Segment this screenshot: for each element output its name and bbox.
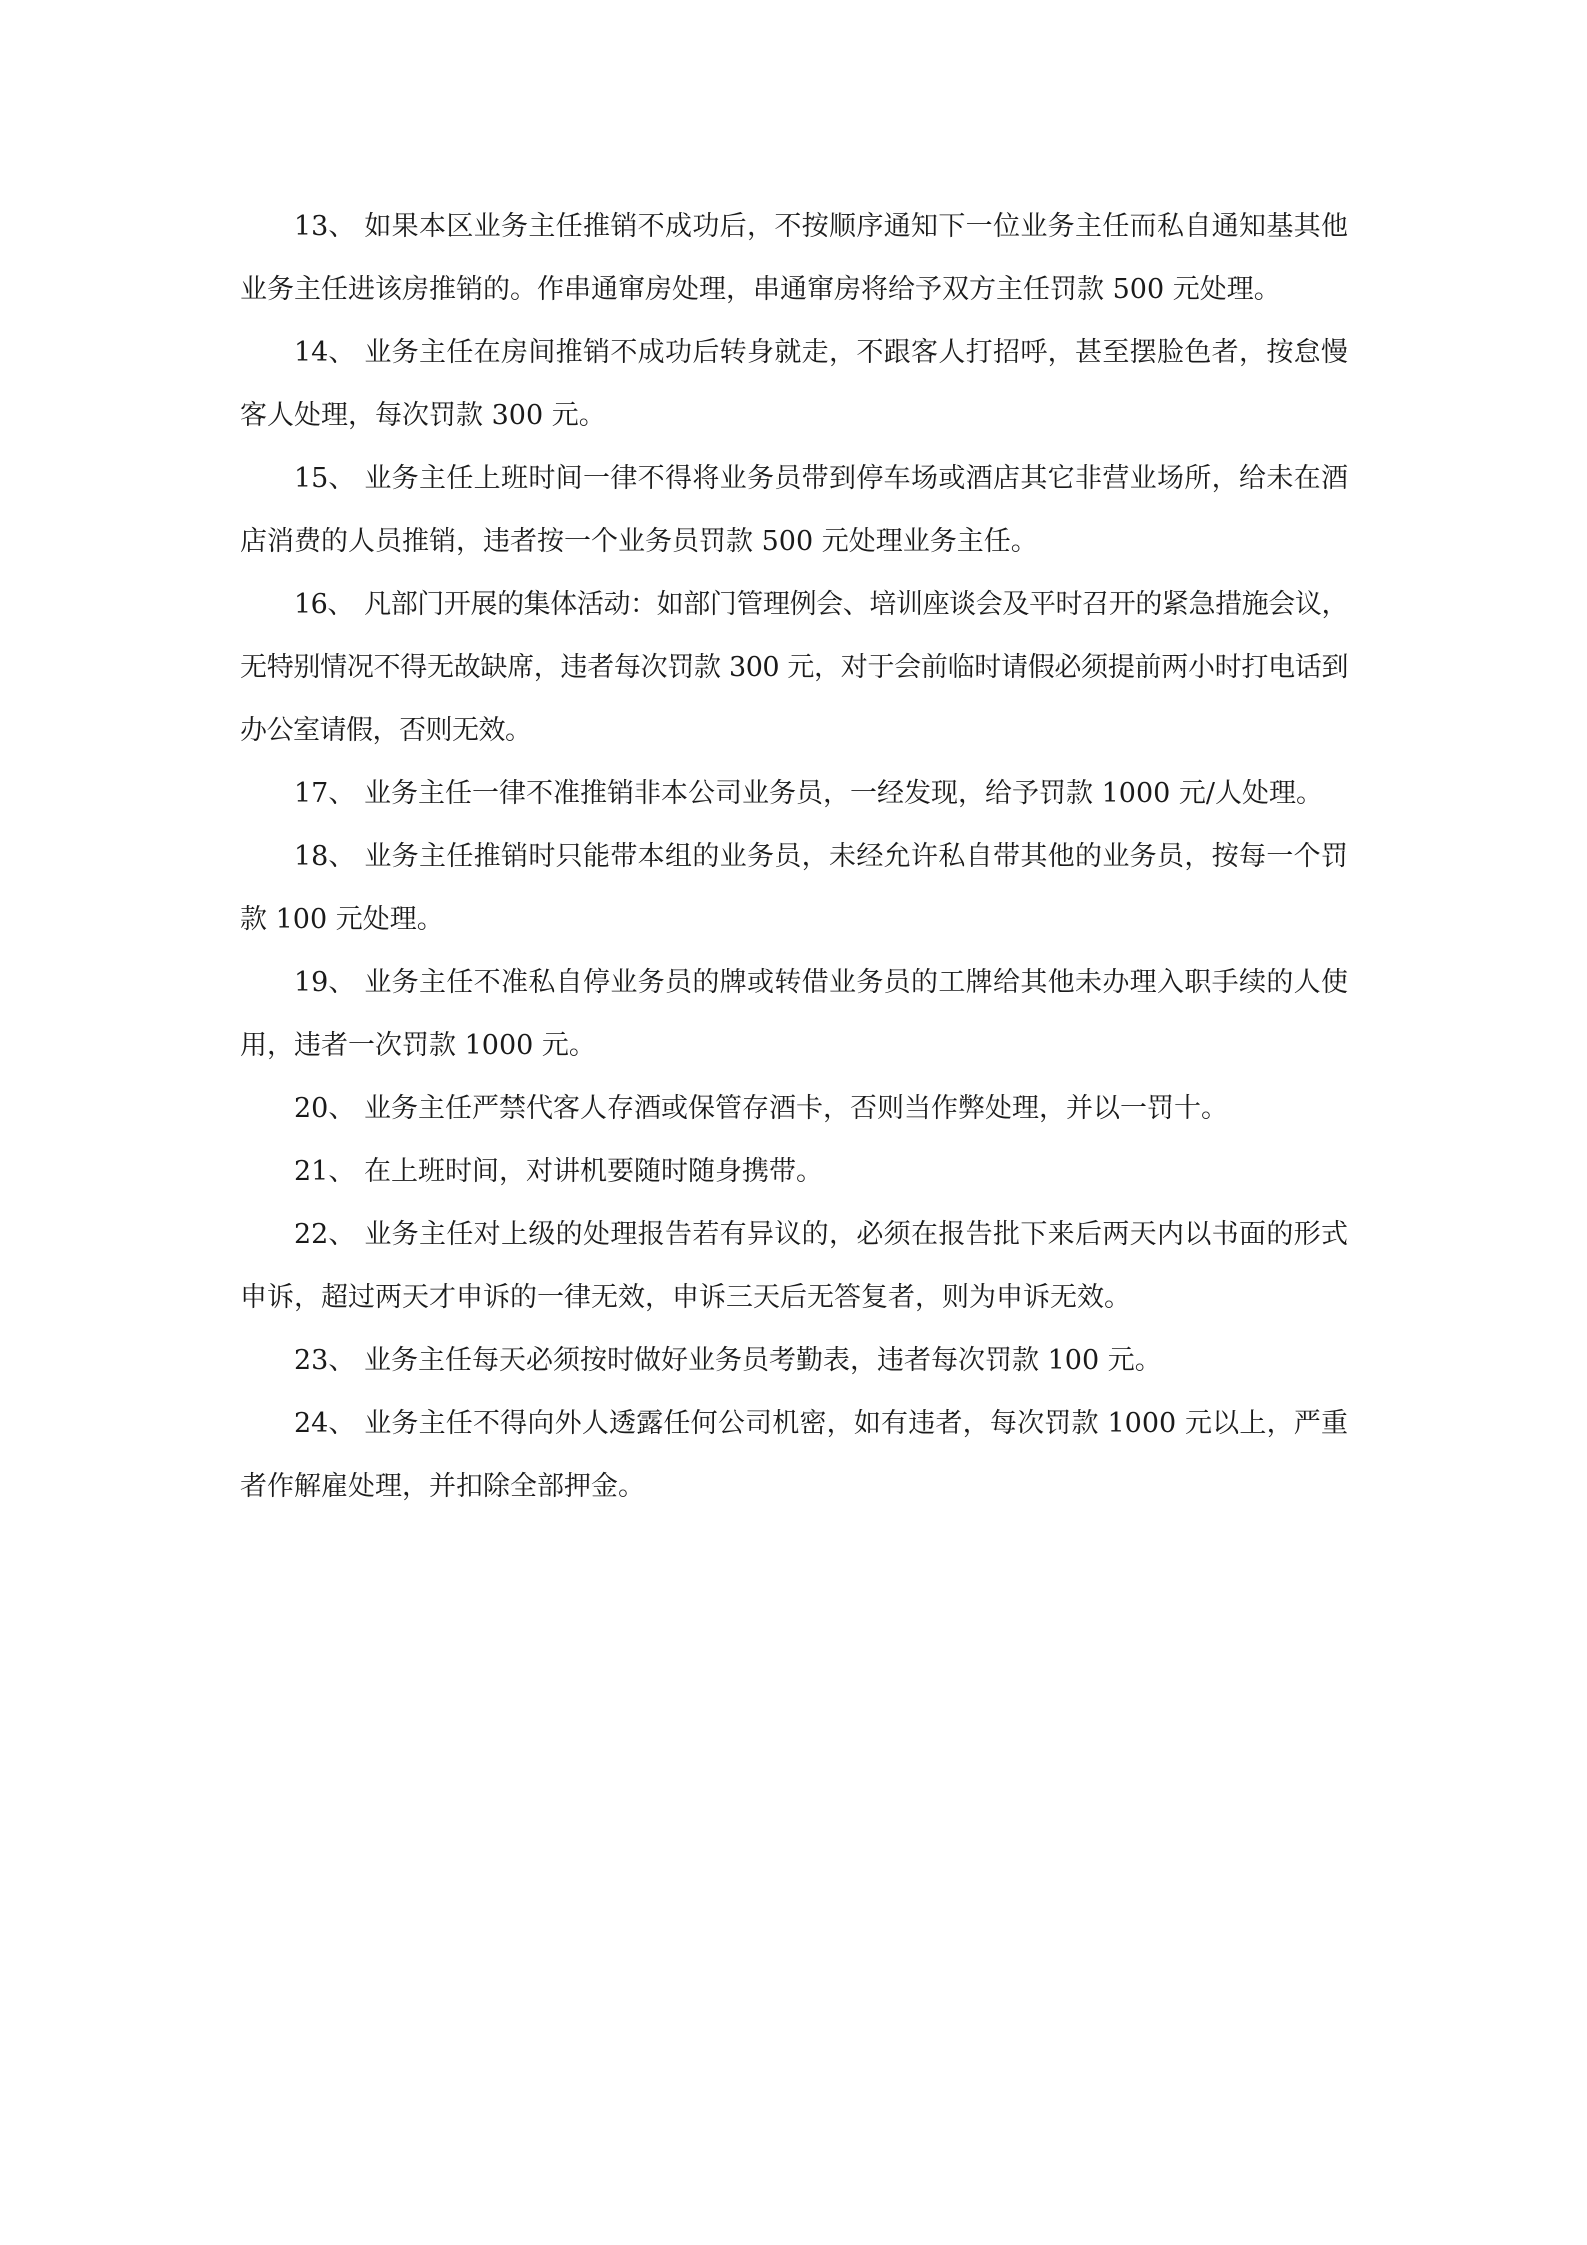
rule-paragraph-20: [240, 1077, 1348, 1140]
rule-number: 20、: [294, 1093, 356, 1124]
rule-text: 业务主任对上级的处理报告若有异议的，必须在报告批下来后两天内以书面的形式申诉，超过两天才申诉的一律无效，申诉三天后无答复者，则为申诉无效。: [240, 1219, 1348, 1313]
rule-text: 业务主任在房间推销不成功后转身就走，不跟客人打招呼，甚至摆脸色者，按怠慢客人处理，每次罚款 300 元。: [240, 337, 1348, 431]
rule-text: 业务主任推销时只能带本组的业务员，未经允许私自带其他的业务员，按每一个罚款 100 元处理。: [240, 841, 1348, 935]
rule-text: 凡部门开展的集体活动：如部门管理例会、培训座谈会及平时召开的紧急措施会议，无特别情况不得无故缺席，违者每次罚款 300 元，对于会前临时请假必须提前两小时打电话到办公室请假，否则无效。: [240, 589, 1348, 746]
rule-paragraph-13: [240, 195, 1348, 321]
rule-paragraph-19: [240, 951, 1348, 1077]
rule-number: 16、: [294, 589, 354, 620]
rule-paragraph-18: [240, 825, 1348, 951]
rule-number: 17、: [294, 778, 356, 809]
rule-paragraph-23: [240, 1329, 1348, 1392]
rule-text: 如果本区业务主任推销不成功后，不按顺序通知下一位业务主任而私自通知基其他业务主任进该房推销的。作串通窜房处理，串通窜房将给予双方主任罚款 500 元处理。: [240, 211, 1348, 305]
rule-number: 18、: [294, 841, 356, 872]
rule-paragraph-21: [240, 1140, 1348, 1203]
rule-paragraph-17: [240, 762, 1348, 825]
rule-paragraph-15: [240, 447, 1348, 573]
rule-paragraph-24: [240, 1392, 1348, 1518]
rule-number: 24、: [294, 1408, 356, 1439]
rule-text: 业务主任严禁代客人存酒或保管存酒卡，否则当作弊处理，并以一罚十。: [364, 1093, 1228, 1124]
rule-paragraph-14: [240, 321, 1348, 447]
rule-text: 在上班时间，对讲机要随时随身携带。: [364, 1156, 823, 1187]
rule-paragraph-16: [240, 573, 1348, 762]
rule-number: 13、: [294, 211, 356, 242]
rule-text: 业务主任不准私自停业务员的牌或转借业务员的工牌给其他未办理入职手续的人使用，违者一次罚款 1000 元。: [240, 967, 1348, 1061]
rule-number: 15、: [294, 463, 356, 494]
rule-number: 21、: [294, 1156, 356, 1187]
rule-number: 19、: [294, 967, 356, 998]
rule-text: 业务主任不得向外人透露任何公司机密，如有违者，每次罚款 1000 元以上，严重者作解雇处理，并扣除全部押金。: [240, 1408, 1348, 1502]
rule-text: 业务主任上班时间一律不得将业务员带到停车场或酒店其它非营业场所，给未在酒店消费的人员推销，违者按一个业务员罚款 500 元处理业务主任。: [240, 463, 1348, 557]
rule-number: 14、: [294, 337, 356, 368]
rule-paragraph-22: [240, 1203, 1348, 1329]
document-body: [240, 195, 1348, 1518]
rule-text: 业务主任一律不准推销非本公司业务员，一经发现，给予罚款 1000 元/人处理。: [364, 778, 1323, 809]
rule-number: 22、: [294, 1219, 356, 1250]
rule-number: 23、: [294, 1345, 356, 1376]
rule-text: 业务主任每天必须按时做好业务员考勤表，违者每次罚款 100 元。: [364, 1345, 1162, 1376]
